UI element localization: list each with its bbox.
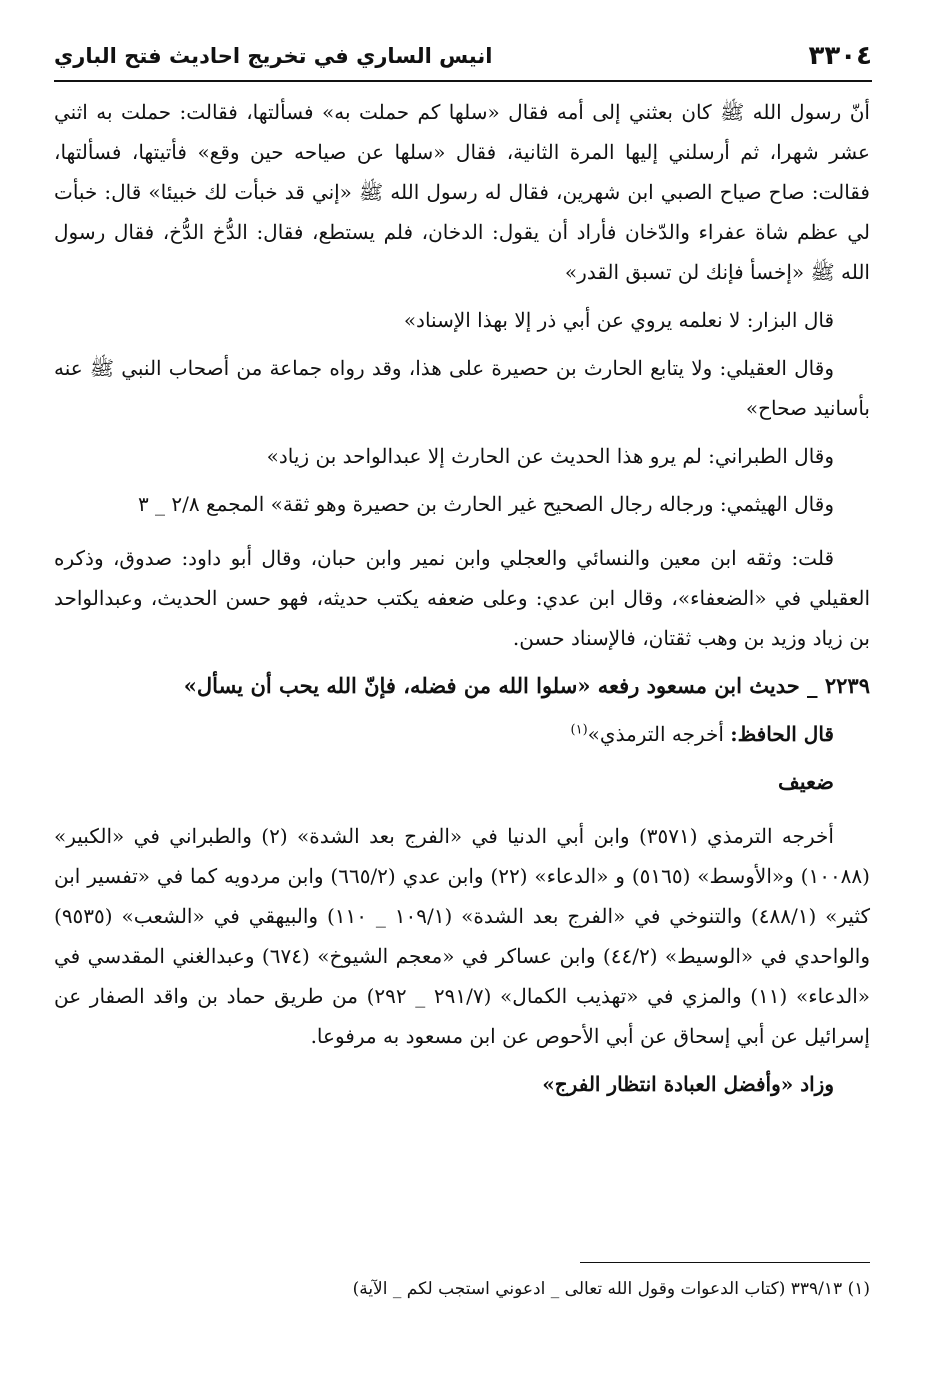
footnotes bbox=[54, 1274, 870, 1304]
bazzar-comment: قال البزار: لا نعلمه يروي عن أبي ذر إلا بهذا الإسناد» bbox=[403, 308, 834, 332]
uqayli-comment: وقال العقيلي: ولا يتابع الحارث بن حصيرة على هذا، وقد رواه جماعة من أصحاب النبي ﷺ عنه بأسانيد صحاح» bbox=[54, 356, 870, 420]
takhrij-paragraph: أخرجه الترمذي (٣٥٧١) وابن أبي الدنيا في «الفرج بعد الشدة» (٢) والطبراني في «الكبير» (١٠٠٨٨) و«الأوسط» (٥١٦٥) و «الدعاء» (٢٢) وابن عدي (٦٦٥/٢) وابن مردويه كما في «تفسير ابن كثير» (٤٨٨/١) والتنوخي في «الفرج بعد الشدة» (١٠٩/١ _ ١١٠) والبيهقي في «الشعب» (٩٥٣٥) والواحدي في «الوسيط» (٤٤/٢) وابن عساكر في «معجم الشيوخ» (٦٧٤) وعبدالغني المقدسي في «الدعاء» (١١) والمزي في «تهذيب الكمال» (٢٩١/٧ _ ٢٩٢) من طريق حماد بن واقد الصفار عن إسرائيل عن أبي إسحاق عن أبي الأحوص عن ابن مسعود به مرفوعا. bbox=[54, 824, 871, 1048]
page-header bbox=[54, 36, 872, 76]
haythami-comment: وقال الهيثمي: ورجاله رجال الصحيح غير الحارث بن حصيرة وهو ثقة» المجمع ٢/٨ _ ٣ bbox=[137, 492, 834, 516]
footnote-marker: (١) bbox=[570, 722, 588, 738]
running-title: انيس الساري في تخريج احاديث فتح الباري bbox=[54, 44, 493, 68]
header-rule bbox=[54, 80, 872, 82]
hadith-text-paragraph: أنّ رسول الله ﷺ كان بعثني إلى أمه فقال «سلها كم حملت به» فسألتها، فقالت: حملت به اثني عشر شهرا، ثم أرسلني إليها المرة الثانية، فقال «سلها عن صياحه حين وقع» فأتيتها، فسألتها، فقالت: صاح صياح الصبي ابن شهرين، فقال له رسول الله ﷺ «إني قد خبأت لك خبيئا» قال: خبأت لي عظم شاة عفراء والدّخان فأراد أن يقول: الدخان، فلم يستطع، فقال: الدُّخ الدُّخ، فقال رسول الله ﷺ «إخسأ فإنك لن تسبق القدر» bbox=[54, 100, 870, 284]
tabarani-comment: وقال الطبراني: لم يرو هذا الحديث عن الحارث إلا عبدالواحد بن زياد» bbox=[266, 444, 834, 468]
main-text bbox=[54, 92, 870, 1112]
footnote-1: (١) ٣٣٩/١٣ (كتاب الدعوات وقول الله تعالى _ ادعوني استجب لكم _ الآية) bbox=[352, 1279, 870, 1299]
author-comment: قلت: وثقه ابن معين والنسائي والعجلي وابن نمير وابن حبان، وقال أبو داود: صدوق، وذكره العقيلي في «الضعفاء»، وقال ابن عدي: وعلى ضعفه يكتب حديثه، فهو حسن الحديث، وعبدالواحد بن زياد وزيد بن وهب ثقتان، فالإسناد حسن. bbox=[54, 546, 870, 650]
hafiz-text: أخرجه الترمذي» bbox=[587, 722, 724, 746]
hafiz-statement bbox=[54, 714, 870, 754]
footnote-rule bbox=[580, 1262, 870, 1263]
grading-heading: ضعيف bbox=[777, 769, 834, 794]
page-number: ٣٣٠٤ bbox=[808, 41, 872, 71]
hadith-heading-2239: ٢٢٣٩ _ حديث ابن مسعود رفعه «سلوا الله من فضله، فإنّ الله يحب أن يسأل» bbox=[183, 673, 870, 698]
hafiz-label: قال الحافظ: bbox=[730, 722, 834, 746]
addition-text: وزاد «وأفضل العبادة انتظار الفرج» bbox=[542, 1072, 834, 1096]
